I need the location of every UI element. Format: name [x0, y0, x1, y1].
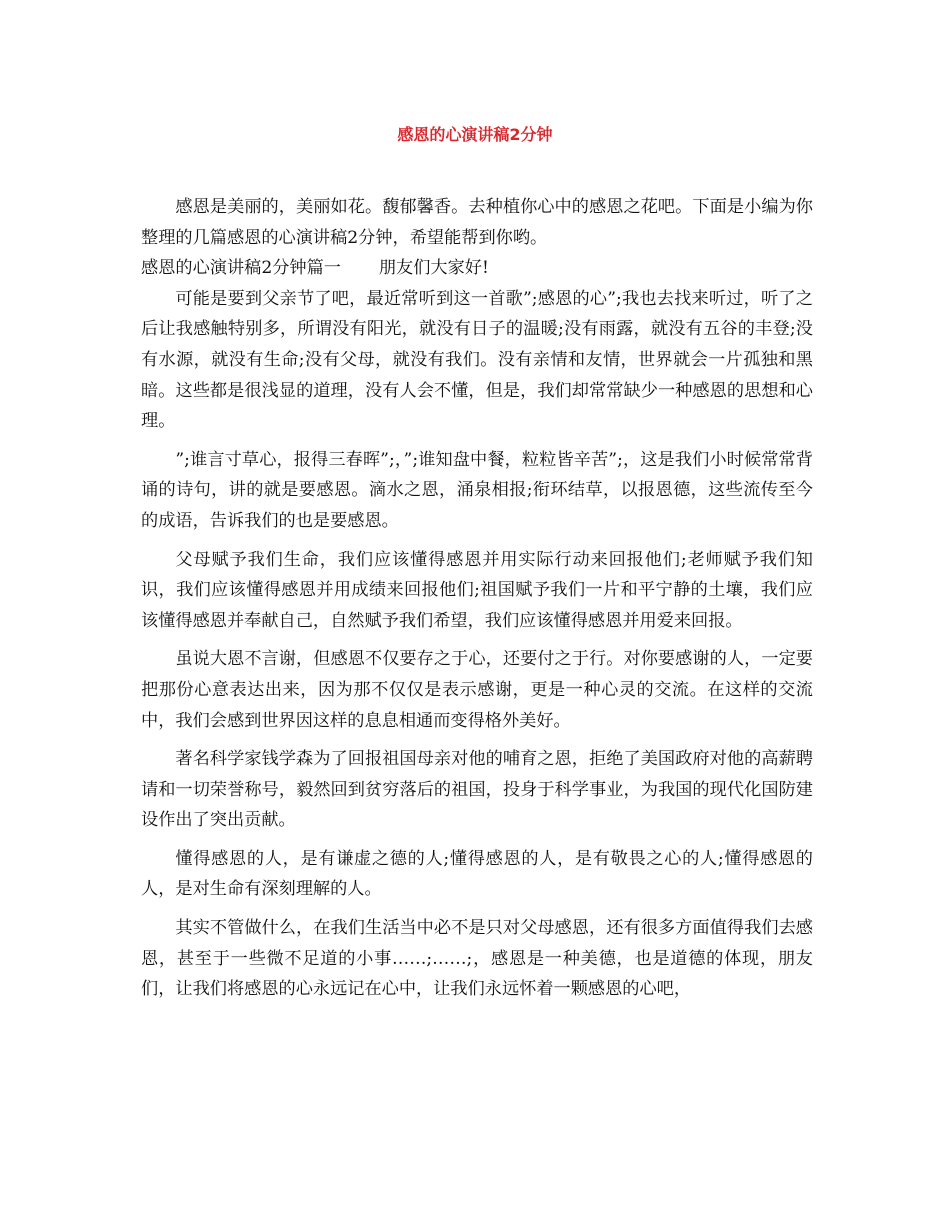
page-title: 感恩的心演讲稿2分钟: [397, 125, 553, 144]
body-paragraph: 虽说大恩不言谢，但感恩不仅要存之于心，还要付之于行。对你要感谢的人，一定要把那份心意表达出来，因为那不仅仅是表示感谢，更是一种心灵的交流。在这样的交流中，我们会感到世界因这样的息息相通而变得格外美好。: [141, 649, 813, 731]
body-paragraph: 其实不管做什么，在我们生活当中必不是只对父母感恩，还有很多方面值得我们去感恩，甚至于一些微不足道的小事……;……;，感恩是一种美德，也是道德的体现，朋友们，让我们将感恩的心永远记在心中，让我们永远怀着一颗感恩的心吧，: [141, 918, 813, 1000]
body-paragraph: ”;谁言寸草心，报得三春晖”;，”;谁知盘中餐，粒粒皆辛苦”;，这是我们小时候常常背诵的诗句，讲的就是要感恩。滴水之恩，涌泉相报;衔环结草，以报恩德，这些流传至今的成语，告诉我们的也是要感恩。: [141, 449, 813, 531]
body-paragraph: 懂得感恩的人，是有谦虚之德的人;懂得感恩的人，是有敬畏之心的人;懂得感恩的人，是对生命有深刻理解的人。: [141, 848, 813, 900]
intro-paragraph: 感恩是美丽的，美丽如花。馥郁馨香。去种植你心中的感恩之花吧。下面是小编为你整理的几篇感恩的心演讲稿2分钟，希望能帮到你哟。: [141, 197, 813, 248]
body-paragraph: 父母赋予我们生命，我们应该懂得感恩并用实际行动来回报他们;老师赋予我们知识，我们应该懂得感恩并用成绩来回报他们;祖国赋予我们一片和平宁静的土壤，我们应该懂得感恩并奉献自己，自然赋予我们希望，我们应该懂得感恩并用爱来回报。: [141, 549, 813, 631]
body-paragraph: 可能是要到父亲节了吧，最近常听到这一首歌”;感恩的心”;我也去找来听过，听了之后让我感触特别多，所谓没有阳光，就没有日子的温暖;没有雨露，就没有五谷的丰登;没有水源，就没有生命;没有父母，就没有我们。没有亲情和友情，世界就会一片孤独和黑暗。这些都是很浅显的道理，没有人会不懂，但是，我们却常常缺少一种感恩的思想和心理。: [141, 288, 813, 432]
greeting: 朋友们大家好!: [378, 258, 489, 279]
body-paragraph: 著名科学家钱学森为了回报祖国母亲对他的哺育之恩，拒绝了美国政府对他的高薪聘请和一切荣誉称号，毅然回到贫穷落后的祖国，投身于科学事业，为我国的现代化国防建设作出了突出贡献。: [141, 749, 813, 831]
section-heading: 感恩的心演讲稿2分钟篇一: [141, 258, 341, 279]
document-body: [141, 192, 813, 1013]
section-heading-line: [141, 253, 813, 284]
